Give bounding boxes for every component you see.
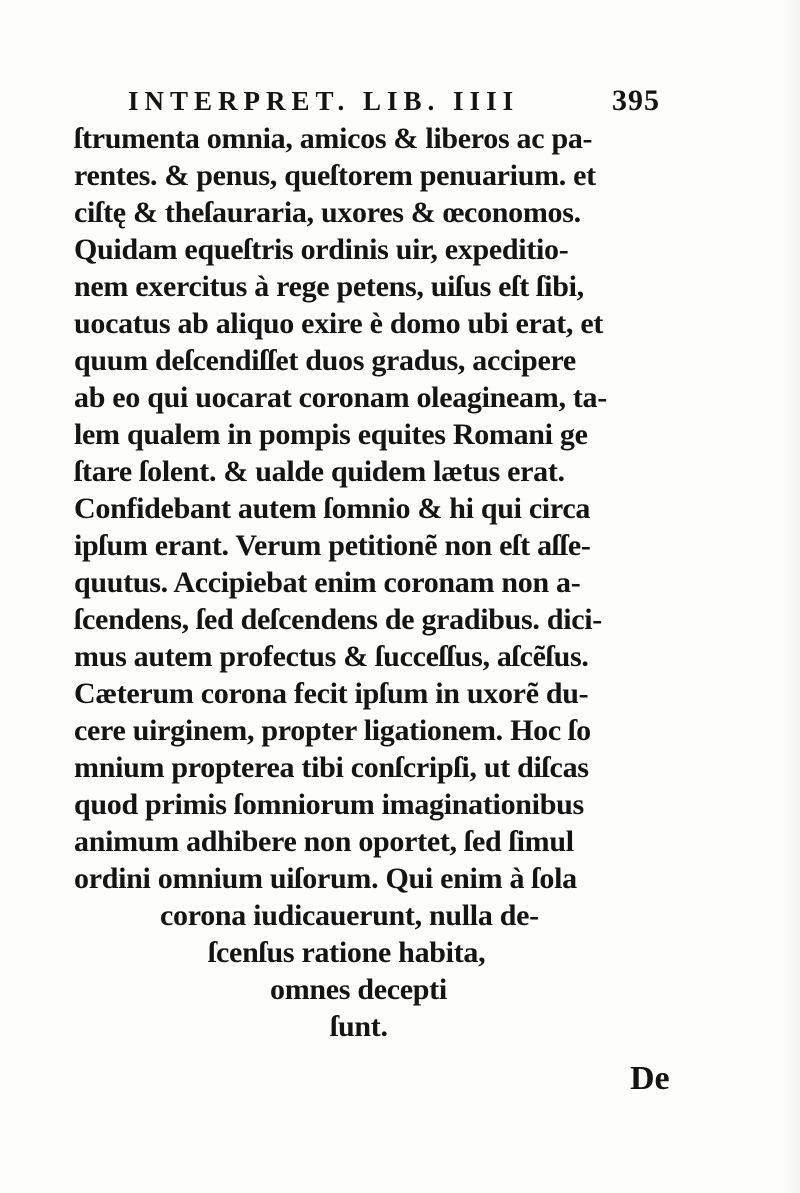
text-line-21: ordini omnium uiſorum. Qui enim à ſola: [74, 862, 577, 895]
text-line-16: Cæterum corona fecit ipſum in uxorẽ du-: [74, 677, 589, 710]
text-line-14: ſcendens, ſed deſcendens de gradibus. dici-: [74, 603, 602, 636]
text-line-10: ſtare ſolent. & ualde quidem lætus erat.: [74, 455, 565, 488]
text-line-20: animum adhibere non oportet, ſed ſimul: [74, 825, 574, 858]
text-line-23: ſcenſus ratione habita,: [208, 936, 486, 969]
text-line-24: omnes decepti: [270, 973, 447, 1006]
text-line-17: cere uirginem, propter ligationem. Hoc ſo: [74, 714, 591, 747]
text-line-15: mus autem profectus & ſucceſſus, aſcẽſus.: [74, 640, 589, 673]
text-line-22: corona iudicauerunt, nulla de-: [160, 899, 539, 932]
running-head: INTERPRET. LIB. IIII: [128, 86, 520, 116]
text-line-9: lem qualem in pompis equites Romani ge: [74, 418, 588, 451]
page-number: 395: [612, 84, 660, 117]
text-line-4: Quidam equeſtris ordinis uir, expeditio-: [74, 233, 569, 266]
text-line-2: rentes. & penus, queſtorem penuarium. et: [74, 159, 596, 192]
page-edge-shadow: [782, 0, 800, 1193]
text-line-5: nem exercitus à rege petens, uiſus eſt ſibi,: [74, 270, 584, 303]
text-line-11: Confidebant autem ſomnio & hi qui circa: [74, 492, 591, 525]
text-line-1: ſtrumenta omnia, amicos & liberos ac pa-: [74, 122, 593, 155]
text-line-19: quod primis ſomniorum imaginationibus: [74, 788, 584, 821]
text-line-8: ab eo qui uocarat coronam oleagineam, ta-: [74, 381, 607, 414]
text-line-6: uocatus ab aliquo exire è domo ubi erat, et: [74, 307, 604, 340]
text-line-3: ciſtę & theſauraria, uxores & œconomos.: [74, 196, 581, 229]
page-header: [0, 80, 800, 120]
text-line-7: quum deſcendiſſet duos gradus, accipere: [74, 344, 576, 377]
catchword: De: [630, 1060, 670, 1097]
text-line-18: mnium propterea tibi conſcripſi, ut diſcas: [74, 751, 589, 784]
text-line-12: ipſum erant. Verum petitionẽ non eſt aſſe-: [74, 529, 591, 562]
text-line-13: quutus. Accipiebat enim coronam non a-: [74, 566, 581, 599]
text-line-25: ſunt.: [330, 1010, 388, 1043]
